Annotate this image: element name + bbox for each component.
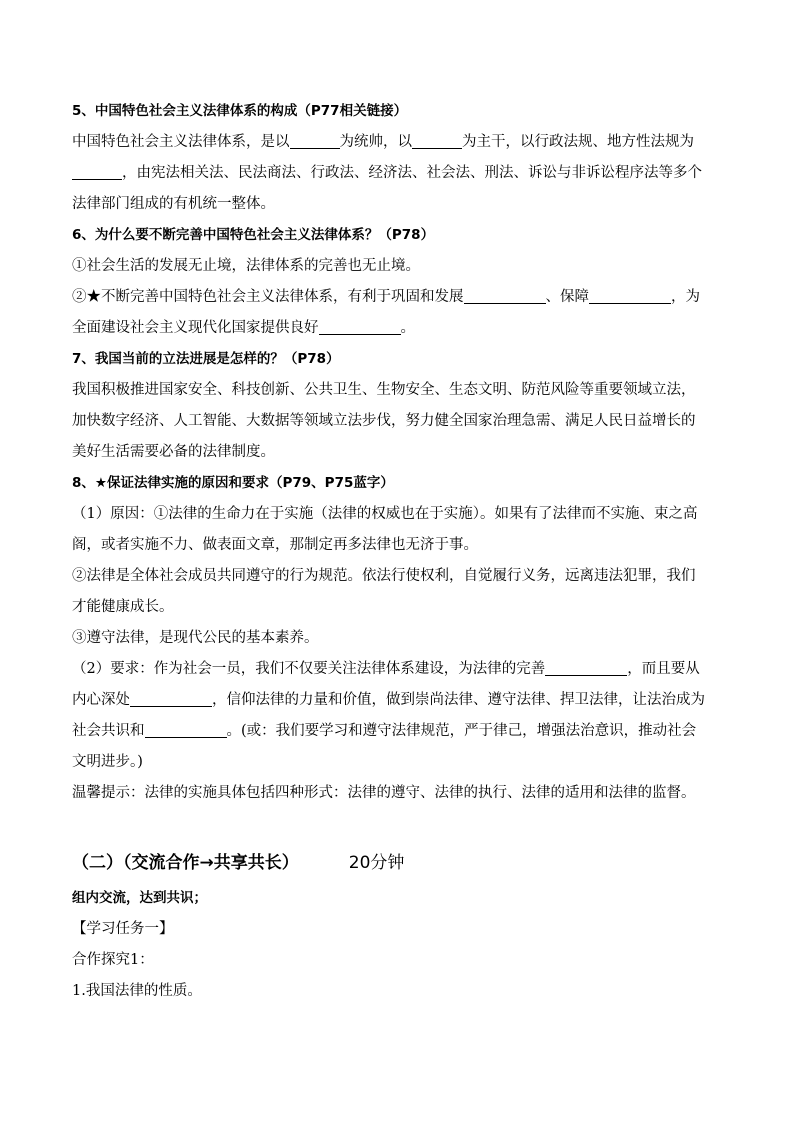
q5-line-3: 法律部门组成的有机统一整体。 xyxy=(72,196,275,212)
section-title-text: （二）（交流合作→共享共长） xyxy=(72,853,299,873)
q8-text-6a: （2）要求：作为社会一员，我们不仅要关注法律体系建设，为法律的完善 xyxy=(72,661,546,677)
section-title xyxy=(72,843,722,883)
q8-line-1: （1）原因：①法律的生命力在于实施（法律的权威也在于实施）。如果有了法律而不实施、束之高 xyxy=(72,506,698,522)
q8-text-8a: 社会共识和 xyxy=(72,723,145,739)
section-time: 20分钟 xyxy=(348,853,405,873)
q8-line-4: 才能健康成长。 xyxy=(72,599,174,615)
q8-line-2: 阁，或者实施不力、做表面文章，那制定再多法律也无济于事。 xyxy=(72,537,478,553)
q5-heading: 5、中国特色社会主义法律体系的构成（P77相关链接） xyxy=(72,103,408,119)
explore-label: 合作探究1： xyxy=(72,952,154,968)
q8-line-8 xyxy=(72,716,722,747)
fill-blank[interactable] xyxy=(145,722,227,738)
q6-line-1: ①社会生活的发展无止境，法律体系的完善也无止境。 xyxy=(72,258,420,274)
q6-text-3a: 全面建设社会主义现代化国家提供良好 xyxy=(72,320,319,336)
fill-blank[interactable] xyxy=(545,660,627,676)
q5-text-1c: 为主干，以行政法规、地方性法规为 xyxy=(462,134,694,150)
fill-blank[interactable] xyxy=(72,164,122,180)
q6-text-3b: 。 xyxy=(400,320,415,336)
section-subtitle: 组内交流，达到共识； xyxy=(72,890,207,906)
fill-blank[interactable] xyxy=(290,133,340,149)
q7-heading: 7、我国当前的立法进展是怎样的？（P78） xyxy=(72,351,340,367)
q6-text-2b: 、保障 xyxy=(545,289,589,305)
q6-heading: 6、为什么要不断完善中国特色社会主义法律体系？（P78） xyxy=(72,227,435,243)
q6-text-2a: ②★不断完善中国特色社会主义法律体系，有利于巩固和发展 xyxy=(72,289,464,305)
q8-line-7 xyxy=(72,685,722,716)
q7-line-2: 加快数字经济、人工智能、大数据等领域立法步伐，努力健全国家治理急需、满足人民日益增长的 xyxy=(72,413,696,429)
q6-line-3 xyxy=(72,313,722,344)
fill-blank[interactable] xyxy=(319,319,401,335)
q8-text-7b: ，信仰法律的力量和价值，做到崇尚法律、遵守法律、捍卫法律，让法治成为 xyxy=(212,692,705,708)
q5-line-2 xyxy=(72,158,722,189)
q7-line-1: 我国积极推进国家安全、科技创新、公共卫生、生物安全、生态文明、防范风险等重要领域立法， xyxy=(72,382,696,398)
q8-heading: 8、★保证法律实施的原因和要求（P79、P75蓝字） xyxy=(72,475,394,491)
fill-blank[interactable] xyxy=(130,691,212,707)
document-page xyxy=(72,96,722,1007)
q5-text-1a: 中国特色社会主义法律体系，是以 xyxy=(72,134,290,150)
fill-blank[interactable] xyxy=(464,288,546,304)
q8-line-6 xyxy=(72,654,722,685)
fill-blank[interactable] xyxy=(589,288,671,304)
q5-text-1b: 为统帅，以 xyxy=(339,134,412,150)
q6-text-2c: ，为 xyxy=(671,289,700,305)
q8-tip: 温馨提示：法律的实施具体包括四种形式：法律的遵守、法律的执行、法律的适用和法律的监督。 xyxy=(72,785,696,801)
q8-text-7a: 内心深处 xyxy=(72,692,130,708)
q7-line-3: 美好生活需要必备的法律制度。 xyxy=(72,444,275,460)
q8-text-6b: ，而且要从 xyxy=(627,661,700,677)
q8-line-5: ③遵守法律，是现代公民的基本素养。 xyxy=(72,630,319,646)
task-label: 【学习任务一】 xyxy=(72,921,174,937)
fill-blank[interactable] xyxy=(412,133,462,149)
item-1: 1.我国法律的性质。 xyxy=(72,983,202,999)
q8-line-9: 文明进步。) xyxy=(72,754,143,770)
q5-line-1 xyxy=(72,127,722,158)
q8-line-3: ②法律是全体社会成员共同遵守的行为规范。依法行使权利，自觉履行义务，远离违法犯罪，我们 xyxy=(72,568,696,584)
q8-text-8b: 。(或：我们要学习和遵守法律规范，严于律己，增强法治意识，推动社会 xyxy=(226,723,697,739)
q6-line-2 xyxy=(72,282,722,313)
q5-text-2: ，由宪法相关法、民法商法、行政法、经济法、社会法、刑法、诉讼与非诉讼程序法等多个 xyxy=(122,165,702,181)
